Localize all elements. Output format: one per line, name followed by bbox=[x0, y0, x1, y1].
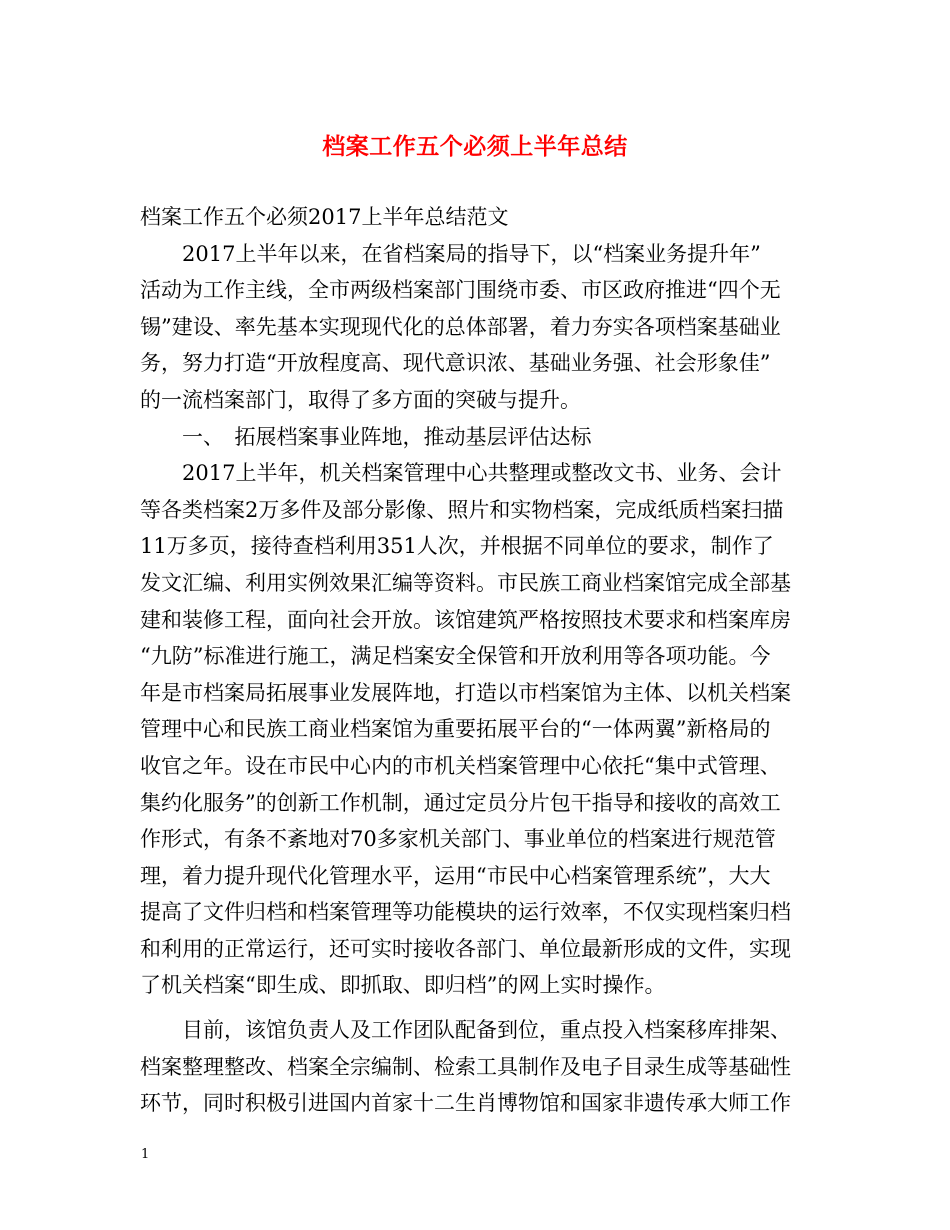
document-body bbox=[140, 199, 812, 1122]
document-title: 档案工作五个必须上半年总结 bbox=[322, 133, 628, 160]
body-line: 档案整理整改、档案全宗编制、检索工具制作及电子目录生成等基础性 bbox=[140, 1054, 791, 1079]
body-line: 2017上半年以来，在省档案局的指导下，以“档案业务提升年” bbox=[140, 241, 761, 266]
body-line: 提高了文件归档和档案管理等功能模块的运行效率，不仅实现档案归档 bbox=[140, 900, 791, 925]
body-line: 的一流档案部门，取得了多方面的突破与提升。 bbox=[140, 387, 581, 412]
page-number: 1 bbox=[141, 1147, 150, 1162]
body-line: 发文汇编、利用实例效果汇编等资料。市民族工商业档案馆完成全部基 bbox=[140, 570, 791, 595]
body-line: 建和装修工程，面向社会开放。该馆建筑严格按照技术要求和档案库房 bbox=[140, 607, 791, 632]
body-line: 集约化服务”的创新工作机制，通过定员分片包干指导和接收的高效工 bbox=[140, 790, 781, 815]
body-line: 目前，该馆负责人及工作团队配备到位，重点投入档案移库排架、 bbox=[140, 1018, 791, 1043]
body-line: 环节，同时积极引进国内首家十二生肖博物馆和国家非遗传承大师工作 bbox=[140, 1091, 791, 1116]
body-line: 作形式，有条不紊地对70多家机关部门、事业单位的档案进行规范管 bbox=[140, 827, 776, 852]
body-line: 2017上半年，机关档案管理中心共整理或整改文书、业务、会计 bbox=[140, 461, 782, 486]
body-line: 管理中心和民族工商业档案馆为重要拓展平台的“一体两翼”新格局的 bbox=[140, 717, 771, 742]
body-line: 年是市档案局拓展事业发展阵地，打造以市档案馆为主体、以机关档案 bbox=[140, 680, 791, 705]
body-line: 收官之年。设在市民中心内的市机关档案管理中心依托“集中式管理、 bbox=[140, 753, 781, 778]
body-line: 活动为工作主线，全市两级档案部门围绕市委、市区政府推进“四个无 bbox=[140, 278, 781, 303]
body-line: 理，着力提升现代化管理水平，运用“市民中心档案管理系统”，大大 bbox=[140, 863, 771, 888]
body-line: 等各类档案2万多件及部分影像、照片和实物档案，完成纸质档案扫描 bbox=[140, 497, 784, 522]
body-line: 档案工作五个必须2017上半年总结范文 bbox=[140, 205, 509, 229]
body-line: 和利用的正常运行，还可实时接收各部门、单位最新形成的文件，实现 bbox=[140, 936, 791, 961]
body-line: “九防”标准进行施工，满足档案安全保管和开放利用等各项功能。今 bbox=[140, 644, 771, 669]
body-line: 锡”建设、率先基本实现现代化的总体部署，着力夯实各项档案基础业 bbox=[140, 314, 781, 339]
body-line: 务，努力打造“开放程度高、现代意识浓、基础业务强、社会形象佳” bbox=[140, 351, 771, 376]
section-heading: 一、 拓展档案事业阵地，推动基层评估达标 bbox=[140, 424, 592, 449]
body-line: 11万多页，接待查档利用351人次，并根据不同单位的要求，制作了 bbox=[140, 534, 774, 559]
body-line: 了机关档案“即生成、即抓取、即归档”的网上实时操作。 bbox=[140, 973, 666, 998]
